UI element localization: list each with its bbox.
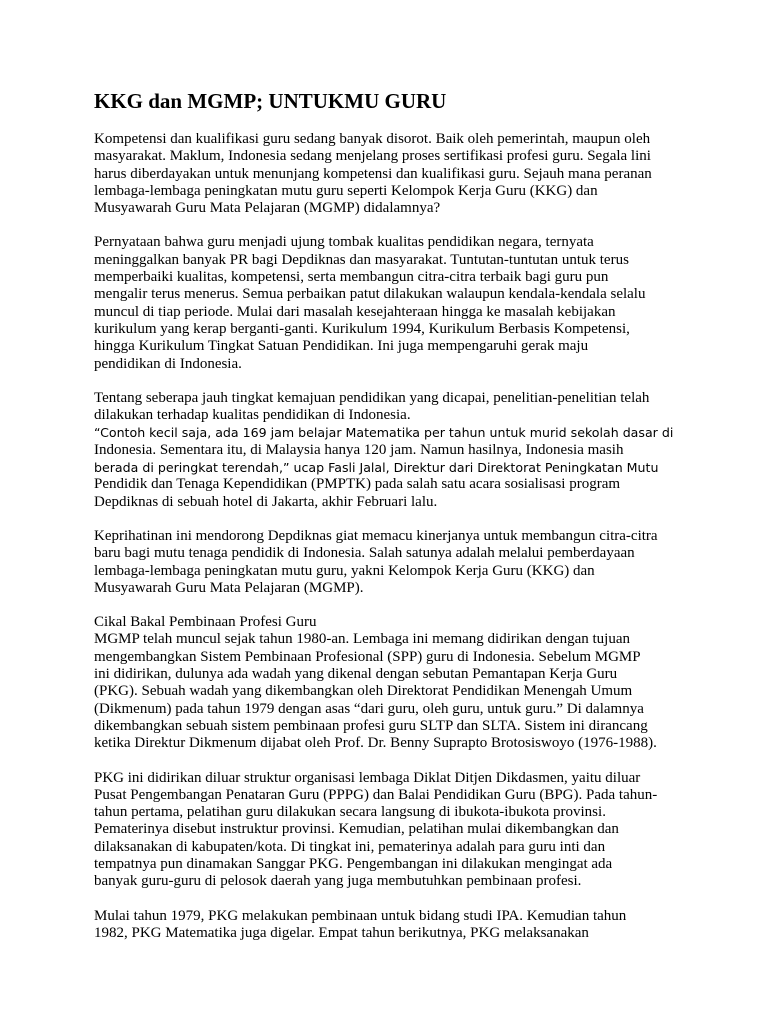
text-line: MGMP telah muncul sejak tahun 1980-an. Lembaga ini memang didirikan dengan tujuan xyxy=(94,631,630,648)
text-line: PKG ini didirikan diluar struktur organisasi lembaga Diklat Ditjen Dikdasmen, yaitu diluar xyxy=(94,769,641,786)
paragraph-pkg-structure xyxy=(94,770,694,891)
text-line: Pernyataan bahwa guru menjadi ujung tombak kualitas pendidikan negara, ternyata xyxy=(94,234,594,251)
text-line: Musyawarah Guru Mata Pelajaran (MGMP) didalamnya? xyxy=(94,200,441,217)
text-line: (Dikmenum) pada tahun 1979 dengan asas “dari guru, oleh guru, untuk guru.” Di dalamnya xyxy=(94,700,644,717)
text-line: Depdiknas di sebuah hotel di Jakarta, akhir Februari lalu. xyxy=(94,493,438,510)
text-line: mengalir terus menerus. Semua perbaikan patut dilakukan walaupun kendala-kendala selalu xyxy=(94,286,646,303)
paragraph-teacher-role xyxy=(94,234,694,372)
paragraph-pkg-timeline xyxy=(94,908,694,943)
text-line: dikembangkan sebuah sistem pembinaan profesi guru SLTP dan SLTA. Sistem ini dirancang xyxy=(94,717,648,734)
text-line: Pendidik dan Tenaga Kependidikan (PMPTK) pada salah satu acara sosialisasi program xyxy=(94,476,621,493)
text-line: harus diberdayakan untuk menunjang kompetensi dan kualifikasi guru. Sejauh mana peranan xyxy=(94,165,652,182)
paragraph-origin-history xyxy=(94,614,694,752)
text-line: baru bagi mutu tenaga pendidik di Indonesia. Salah satunya adalah melalui pemberdayaan xyxy=(94,545,635,562)
text-line: tempatnya pun dinamakan Sanggar PKG. Pengembangan ini dilakukan mengingat ada xyxy=(94,855,613,872)
text-line: ini didirikan, dulunya ada wadah yang dikenal dengan sebutan Pemantapan Kerja Guru xyxy=(94,666,618,683)
text-line: memperbaiki kualitas, kompetensi, serta membangun citra-citra terbaik bagi guru pun xyxy=(94,269,609,286)
text-line: hingga Kurikulum Tingkat Satuan Pendidikan. Ini juga mempengaruhi gerak maju xyxy=(94,338,589,355)
text-line: tahun pertama, pelatihan guru dilakukan secara langsung di ibukota-ibukota provinsi. xyxy=(94,804,606,821)
quote-line: “Contoh kecil saja, ada 169 jam belajar Matematika per tahun untuk murid sekolah dasar di xyxy=(94,425,674,441)
section-heading: Cikal Bakal Pembinaan Profesi Guru xyxy=(94,614,317,631)
text-line: (PKG). Sebuah wadah yang dikembangkan oleh Direktorat Pendidikan Menengah Umum xyxy=(94,683,633,700)
text-line: pendidikan di Indonesia. xyxy=(94,355,242,372)
text-line: Pusat Pengembangan Penataran Guru (PPPG) dan Balai Pendidikan Guru (BPG). Pada tahun- xyxy=(94,786,658,803)
text-line: 1982, PKG Matematika juga digelar. Empat tahun berikutnya, PKG melaksanakan xyxy=(94,924,589,941)
paragraph-depdiknas-concern xyxy=(94,528,694,597)
text-line: Musyawarah Guru Mata Pelajaran (MGMP). xyxy=(94,579,364,596)
text-line: lembaga-lembaga peningkatan mutu guru seperti Kelompok Kerja Guru (KKG) dan xyxy=(94,182,598,199)
text-line: dilaksanakan di kabupaten/kota. Di tingkat ini, pematerinya adalah para guru inti dan xyxy=(94,838,606,855)
text-line: Tentang seberapa jauh tingkat kemajuan pendidikan yang dicapai, penelitian-penelitian telah xyxy=(94,389,650,406)
text-line: banyak guru-guru di pelosok daerah yang juga membutuhkan pembinaan profesi. xyxy=(94,873,582,890)
quote-line: berada di peringkat terendah,” ucap Fasli Jalal, Direktur dari Direktorat Peningkatan Mutu xyxy=(94,460,659,476)
text-line: Mulai tahun 1979, PKG melakukan pembinaan untuk bidang studi IPA. Kemudian tahun xyxy=(94,907,627,924)
text-line: Keprihatinan ini mendorong Depdiknas giat memacu kinerjanya untuk membangun citra-citra xyxy=(94,527,658,544)
text-line: meninggalkan banyak PR bagi Depdiknas dan masyarakat. Tuntutan-tuntutan untuk terus xyxy=(94,251,629,268)
text-line: Indonesia. Sementara itu, di Malaysia hanya 120 jam. Namun hasilnya, Indonesia masih xyxy=(94,441,624,458)
text-line: muncul di tiap periode. Mulai dari masalah kesejahteraan hingga ke masalah kebijakan xyxy=(94,303,616,320)
paragraph-education-quality xyxy=(94,390,694,511)
document-page xyxy=(94,88,694,959)
document-title: KKG dan MGMP; UNTUKMU GURU xyxy=(94,89,447,113)
text-line: lembaga-lembaga peningkatan mutu guru, yakni Kelompok Kerja Guru (KKG) dan xyxy=(94,562,595,579)
paragraph-competence-intro xyxy=(94,131,694,217)
text-line: masyarakat. Maklum, Indonesia sedang menjelang proses sertifikasi profesi guru. Segala lini xyxy=(94,148,651,165)
text-line: Pematerinya disebut instruktur provinsi. Kemudian, pelatihan mulai dikembangkan dan xyxy=(94,821,619,838)
text-line: kurikulum yang kerap berganti-ganti. Kurikulum 1994, Kurikulum Berbasis Kompetensi, xyxy=(94,320,630,337)
text-line: Kompetensi dan kualifikasi guru sedang banyak disorot. Baik oleh pemerintah, maupun oleh xyxy=(94,131,651,147)
text-line: mengembangkan Sistem Pembinaan Profesional (SPP) guru di Indonesia. Sebelum MGMP xyxy=(94,648,641,665)
text-line: ketika Direktur Dikmenum dijabat oleh Prof. Dr. Benny Suprapto Brotosiswoyo (1976-1988). xyxy=(94,735,657,752)
text-line: dilakukan terhadap kualitas pendidikan di Indonesia. xyxy=(94,407,411,424)
